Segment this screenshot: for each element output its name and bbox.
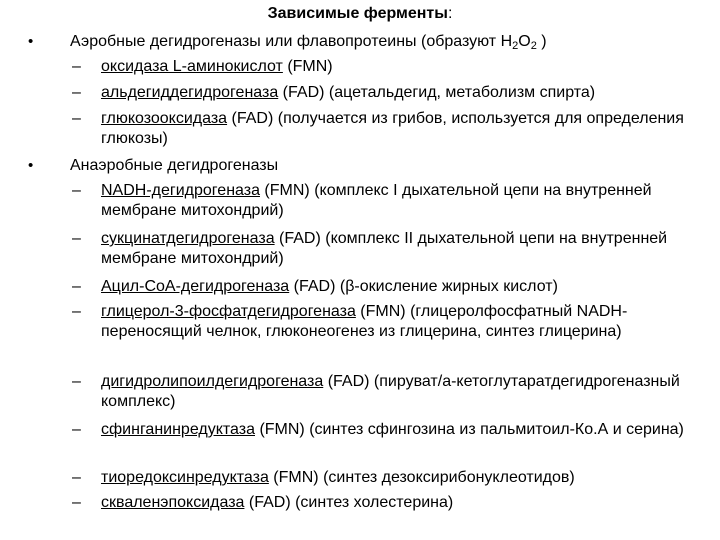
- list-item: [72, 372, 691, 412]
- list-item: [72, 229, 691, 269]
- list-item: [72, 420, 691, 440]
- dash-icon: –: [72, 84, 81, 101]
- enzyme-detail: (FMN): [282, 58, 333, 75]
- bullet-icon: •: [28, 33, 34, 50]
- list-item: [72, 83, 691, 103]
- dash-icon: –: [72, 469, 81, 486]
- list-item: [72, 468, 691, 488]
- enzyme-detail: (FAD) (комплекс II дыхательной цепи на внутренней мембране митохондрий): [101, 230, 668, 267]
- dash-icon: –: [72, 230, 81, 247]
- list-item: [72, 109, 691, 149]
- enzyme-detail: (FMN) (глицеролфосфатный NADH-переносящий челнок, глюконеогенез из глицерина, синтез глицерина): [101, 303, 628, 340]
- dash-icon: –: [72, 421, 81, 438]
- group-anaerobic-heading: [28, 156, 710, 176]
- slide-title-colon: :: [447, 5, 453, 22]
- dash-icon: –: [72, 110, 81, 127]
- group-anaerobic-label: Анаэробные дегидрогеназы: [70, 157, 279, 174]
- dash-icon: –: [72, 182, 81, 199]
- enzyme-detail: (FMN) (синтез сфингозина из пальмитоил-Ко.А и серина): [255, 421, 684, 438]
- group-aerobic-label-end: ): [536, 33, 547, 50]
- dash-icon: –: [72, 373, 81, 390]
- group-aerobic-heading: [28, 32, 710, 52]
- subscript-2: 2: [530, 40, 537, 52]
- dash-icon: –: [72, 303, 81, 320]
- group-aerobic-label-o: O: [518, 33, 531, 50]
- enzyme-name: скваленэпоксидаза: [101, 494, 245, 511]
- list-item: [72, 493, 691, 513]
- enzyme-detail: (FAD) (β-окисление жирных кислот): [289, 278, 558, 295]
- dash-icon: –: [72, 58, 81, 75]
- enzyme-name: глицерол-3-фосфатдегидрогеназа: [101, 303, 356, 320]
- subscript-2: 2: [512, 40, 519, 52]
- enzyme-detail: (FAD) (получается из грибов, используется для определения глюкозы): [101, 110, 684, 147]
- enzyme-name: сукцинатдегидрогеназа: [101, 230, 275, 247]
- enzyme-name: NADH-дегидрогеназа: [101, 182, 260, 199]
- enzyme-name: альдегиддегидрогеназа: [101, 84, 279, 101]
- enzyme-name: дигидролипоилдегидрогеназа: [101, 373, 324, 390]
- slide-title: [0, 2, 720, 26]
- list-item: [72, 302, 691, 342]
- enzyme-name: оксидаза L-аминокислот: [101, 58, 283, 75]
- bullet-icon: •: [28, 157, 34, 174]
- enzyme-detail: (FAD) (пируват/a-кетоглутаратдегидрогеназный комплекс): [101, 373, 680, 410]
- group-aerobic-label: Аэробные дегидрогеназы или флавопротеины (образуют H: [70, 33, 513, 50]
- enzyme-name: Ацил-СоА-дегидрогеназа: [101, 278, 290, 295]
- dash-icon: –: [72, 494, 81, 511]
- enzyme-detail: (FAD) (ацетальдегид, метаболизм спирта): [278, 84, 596, 101]
- enzyme-detail: (FAD) (синтез холестерина): [244, 494, 454, 511]
- enzyme-name: тиоредоксинредуктаза: [101, 469, 269, 486]
- list-item: [72, 277, 691, 297]
- list-item: [72, 57, 691, 77]
- enzyme-name: глюкозооксидаза: [101, 110, 228, 127]
- enzyme-name: сфинганинредуктаза: [101, 421, 255, 438]
- slide-title-text: Зависимые ферменты: [267, 5, 448, 22]
- list-item: [72, 181, 691, 221]
- enzyme-detail: (FMN) (синтез дезоксирибонуклеотидов): [268, 469, 575, 486]
- enzyme-detail: (FMN) (комплекс I дыхательной цепи на внутренней мембране митохондрий): [101, 182, 652, 219]
- dash-icon: –: [72, 278, 81, 295]
